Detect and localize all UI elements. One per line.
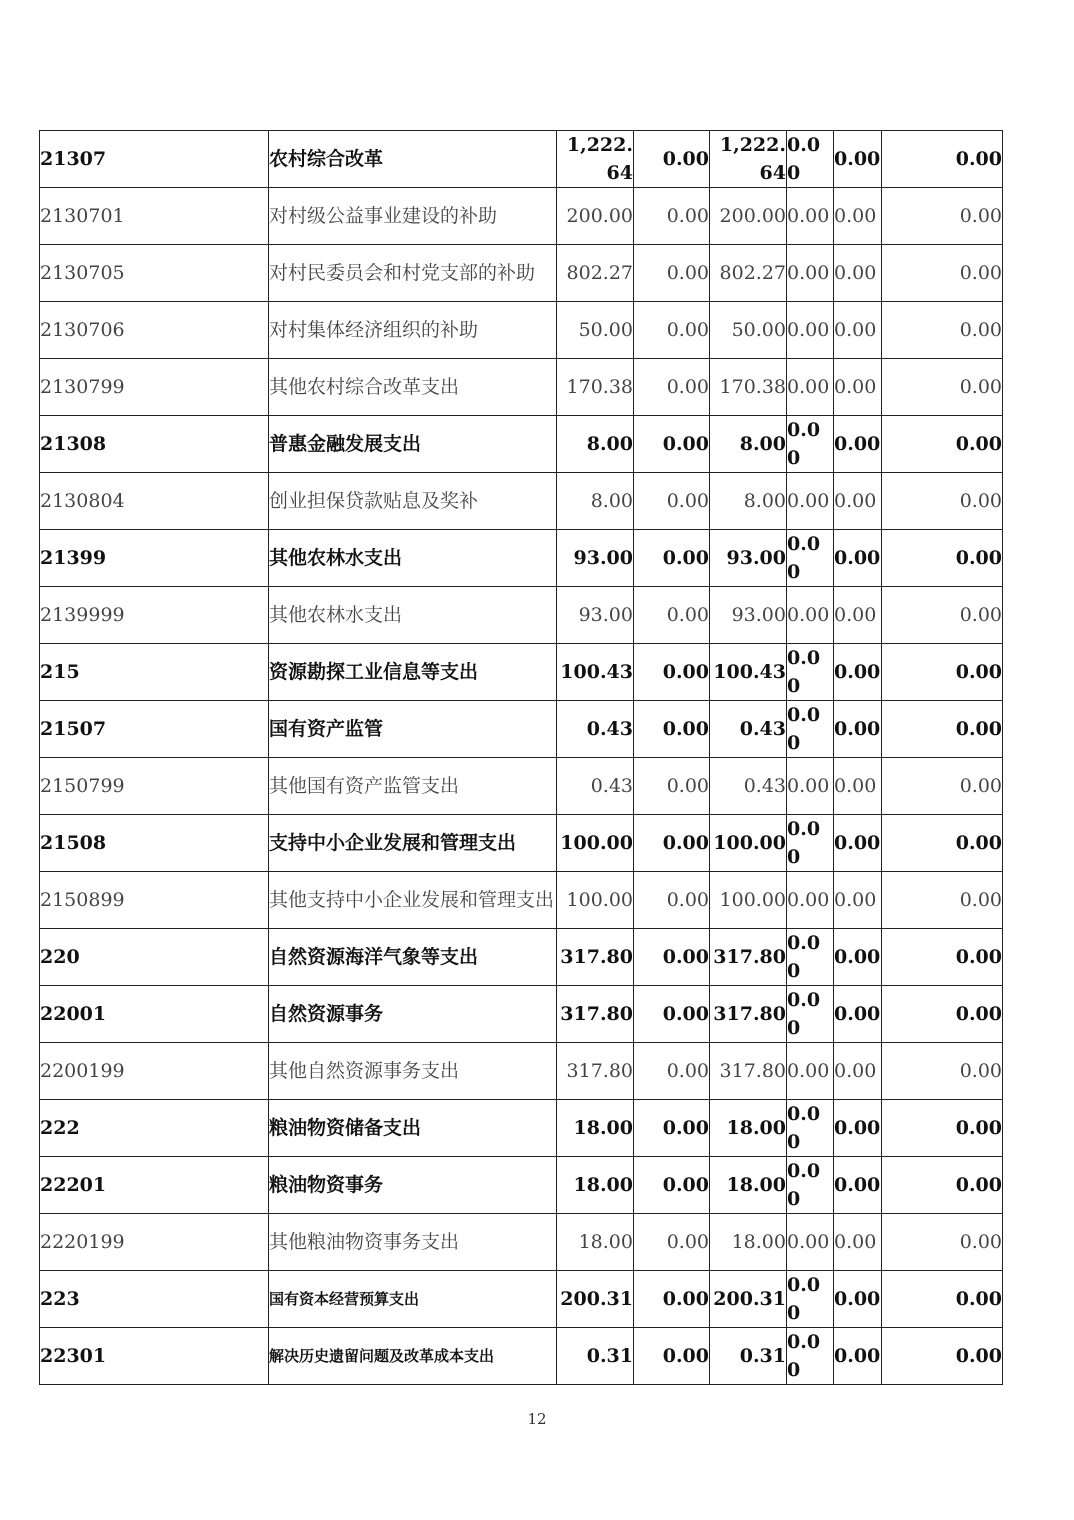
amount-col-5: 0.00	[834, 872, 882, 929]
amount-col-2: 0.00	[634, 1100, 710, 1157]
amount-col-2: 0.00	[634, 929, 710, 986]
amount-col-5: 0.00	[834, 1100, 882, 1157]
amount-col-2: 0.00	[634, 644, 710, 701]
amount-col-6: 0.00	[882, 986, 1003, 1043]
amount-col-4: 0.00	[787, 701, 834, 758]
subject-name: 粮油物资事务	[269, 1157, 557, 1214]
total-amount: 0.43	[557, 701, 634, 758]
amount-col-5: 0.00	[834, 188, 882, 245]
amount-col-2: 0.00	[634, 815, 710, 872]
amount-col-4: 0.00	[787, 644, 834, 701]
amount-col-4: 0.00	[787, 131, 834, 188]
amount-col-3: 93.00	[710, 530, 787, 587]
subject-code: 2130706	[40, 302, 269, 359]
amount-col-6: 0.00	[882, 1100, 1003, 1157]
amount-col-5: 0.00	[834, 359, 882, 416]
amount-col-2: 0.00	[634, 245, 710, 302]
amount-col-6: 0.00	[882, 473, 1003, 530]
table-row	[40, 644, 1003, 701]
amount-col-5: 0.00	[834, 302, 882, 359]
amount-col-2: 0.00	[634, 302, 710, 359]
subject-code: 22001	[40, 986, 269, 1043]
subject-code: 21307	[40, 131, 269, 188]
amount-col-4: 0.00	[787, 473, 834, 530]
subject-code: 2139999	[40, 587, 269, 644]
amount-col-4: 0.00	[787, 929, 834, 986]
amount-col-2: 0.00	[634, 587, 710, 644]
amount-col-6: 0.00	[882, 1328, 1003, 1385]
amount-col-6: 0.00	[882, 1043, 1003, 1100]
amount-col-6: 0.00	[882, 416, 1003, 473]
amount-col-6: 0.00	[882, 302, 1003, 359]
subject-name: 国有资产监管	[269, 701, 557, 758]
amount-col-3: 100.00	[710, 872, 787, 929]
amount-col-6: 0.00	[882, 587, 1003, 644]
table-row	[40, 416, 1003, 473]
amount-col-6: 0.00	[882, 359, 1003, 416]
subject-code: 21308	[40, 416, 269, 473]
amount-col-5: 0.00	[834, 1157, 882, 1214]
amount-col-4: 0.00	[787, 587, 834, 644]
amount-col-3: 200.31	[710, 1271, 787, 1328]
amount-col-3: 200.00	[710, 188, 787, 245]
subject-code: 2200199	[40, 1043, 269, 1100]
subject-name: 解决历史遗留问题及改革成本支出	[269, 1328, 557, 1385]
total-amount: 8.00	[557, 416, 634, 473]
subject-code: 2220199	[40, 1214, 269, 1271]
amount-col-6: 0.00	[882, 872, 1003, 929]
amount-col-6: 0.00	[882, 644, 1003, 701]
table-row	[40, 1328, 1003, 1385]
table-row	[40, 1271, 1003, 1328]
subject-name: 资源勘探工业信息等支出	[269, 644, 557, 701]
subject-name: 国有资本经营预算支出	[269, 1271, 557, 1328]
table-row	[40, 1214, 1003, 1271]
amount-col-5: 0.00	[834, 758, 882, 815]
amount-col-4: 0.00	[787, 1043, 834, 1100]
amount-col-4: 0.00	[787, 872, 834, 929]
table-row	[40, 986, 1003, 1043]
table-row	[40, 1043, 1003, 1100]
amount-col-5: 0.00	[834, 245, 882, 302]
amount-col-4: 0.00	[787, 359, 834, 416]
total-amount: 0.43	[557, 758, 634, 815]
amount-col-2: 0.00	[634, 1157, 710, 1214]
table-row	[40, 758, 1003, 815]
amount-col-2: 0.00	[634, 701, 710, 758]
amount-col-6: 0.00	[882, 815, 1003, 872]
subject-name: 其他自然资源事务支出	[269, 1043, 557, 1100]
subject-code: 2150899	[40, 872, 269, 929]
total-amount: 1,222.64	[557, 131, 634, 188]
subject-code: 223	[40, 1271, 269, 1328]
amount-col-6: 0.00	[882, 758, 1003, 815]
table-row	[40, 245, 1003, 302]
table-row	[40, 701, 1003, 758]
subject-code: 2130705	[40, 245, 269, 302]
table-body	[40, 131, 1003, 1385]
amount-col-3: 317.80	[710, 929, 787, 986]
amount-col-2: 0.00	[634, 530, 710, 587]
amount-col-3: 100.00	[710, 815, 787, 872]
amount-col-5: 0.00	[834, 1214, 882, 1271]
amount-col-6: 0.00	[882, 131, 1003, 188]
amount-col-3: 170.38	[710, 359, 787, 416]
amount-col-5: 0.00	[834, 644, 882, 701]
amount-col-3: 0.43	[710, 701, 787, 758]
amount-col-3: 100.43	[710, 644, 787, 701]
total-amount: 18.00	[557, 1100, 634, 1157]
total-amount: 93.00	[557, 530, 634, 587]
subject-name: 自然资源海洋气象等支出	[269, 929, 557, 986]
total-amount: 100.43	[557, 644, 634, 701]
amount-col-4: 0.00	[787, 416, 834, 473]
total-amount: 317.80	[557, 929, 634, 986]
amount-col-2: 0.00	[634, 359, 710, 416]
total-amount: 100.00	[557, 815, 634, 872]
amount-col-5: 0.00	[834, 1271, 882, 1328]
amount-col-5: 0.00	[834, 1043, 882, 1100]
amount-col-4: 0.00	[787, 815, 834, 872]
subject-name: 其他农林水支出	[269, 530, 557, 587]
table-row	[40, 359, 1003, 416]
table-row	[40, 1100, 1003, 1157]
total-amount: 317.80	[557, 986, 634, 1043]
subject-code: 2130804	[40, 473, 269, 530]
amount-col-4: 0.00	[787, 530, 834, 587]
amount-col-3: 18.00	[710, 1214, 787, 1271]
subject-name: 普惠金融发展支出	[269, 416, 557, 473]
amount-col-3: 50.00	[710, 302, 787, 359]
subject-name: 农村综合改革	[269, 131, 557, 188]
subject-name: 其他国有资产监管支出	[269, 758, 557, 815]
subject-name: 其他粮油物资事务支出	[269, 1214, 557, 1271]
subject-code: 2150799	[40, 758, 269, 815]
subject-code: 220	[40, 929, 269, 986]
table-row	[40, 473, 1003, 530]
subject-name: 对村民委员会和村党支部的补助	[269, 245, 557, 302]
total-amount: 93.00	[557, 587, 634, 644]
amount-col-5: 0.00	[834, 1328, 882, 1385]
amount-col-4: 0.00	[787, 1157, 834, 1214]
table-row	[40, 302, 1003, 359]
amount-col-6: 0.00	[882, 929, 1003, 986]
amount-col-2: 0.00	[634, 1328, 710, 1385]
amount-col-3: 0.43	[710, 758, 787, 815]
amount-col-5: 0.00	[834, 929, 882, 986]
total-amount: 802.27	[557, 245, 634, 302]
amount-col-3: 317.80	[710, 986, 787, 1043]
budget-table	[39, 130, 1003, 1385]
amount-col-6: 0.00	[882, 1157, 1003, 1214]
total-amount: 8.00	[557, 473, 634, 530]
total-amount: 50.00	[557, 302, 634, 359]
amount-col-3: 8.00	[710, 473, 787, 530]
amount-col-6: 0.00	[882, 245, 1003, 302]
amount-col-5: 0.00	[834, 986, 882, 1043]
total-amount: 317.80	[557, 1043, 634, 1100]
subject-code: 21507	[40, 701, 269, 758]
amount-col-3: 18.00	[710, 1157, 787, 1214]
amount-col-4: 0.00	[787, 302, 834, 359]
amount-col-6: 0.00	[882, 188, 1003, 245]
subject-name: 自然资源事务	[269, 986, 557, 1043]
amount-col-2: 0.00	[634, 188, 710, 245]
total-amount: 18.00	[557, 1214, 634, 1271]
subject-name: 对村级公益事业建设的补助	[269, 188, 557, 245]
subject-code: 2130799	[40, 359, 269, 416]
table-row	[40, 872, 1003, 929]
subject-name: 其他支持中小企业发展和管理支出	[269, 872, 557, 929]
amount-col-2: 0.00	[634, 416, 710, 473]
page-number: 12	[527, 1410, 547, 1428]
total-amount: 0.31	[557, 1328, 634, 1385]
subject-code: 21508	[40, 815, 269, 872]
total-amount: 200.00	[557, 188, 634, 245]
amount-col-6: 0.00	[882, 530, 1003, 587]
amount-col-2: 0.00	[634, 1214, 710, 1271]
table-row	[40, 131, 1003, 188]
table-row	[40, 929, 1003, 986]
amount-col-6: 0.00	[882, 1214, 1003, 1271]
amount-col-4: 0.00	[787, 1214, 834, 1271]
amount-col-2: 0.00	[634, 872, 710, 929]
amount-col-3: 93.00	[710, 587, 787, 644]
table-row	[40, 530, 1003, 587]
amount-col-4: 0.00	[787, 1100, 834, 1157]
amount-col-4: 0.00	[787, 245, 834, 302]
total-amount: 18.00	[557, 1157, 634, 1214]
amount-col-3: 802.27	[710, 245, 787, 302]
amount-col-4: 0.00	[787, 986, 834, 1043]
table-row	[40, 815, 1003, 872]
subject-name: 创业担保贷款贴息及奖补	[269, 473, 557, 530]
subject-name: 对村集体经济组织的补助	[269, 302, 557, 359]
total-amount: 200.31	[557, 1271, 634, 1328]
subject-name: 其他农林水支出	[269, 587, 557, 644]
amount-col-5: 0.00	[834, 530, 882, 587]
amount-col-6: 0.00	[882, 1271, 1003, 1328]
subject-name: 其他农村综合改革支出	[269, 359, 557, 416]
amount-col-5: 0.00	[834, 587, 882, 644]
subject-code: 2130701	[40, 188, 269, 245]
amount-col-2: 0.00	[634, 986, 710, 1043]
subject-code: 21399	[40, 530, 269, 587]
amount-col-2: 0.00	[634, 1271, 710, 1328]
amount-col-3: 1,222.64	[710, 131, 787, 188]
amount-col-5: 0.00	[834, 473, 882, 530]
subject-name: 支持中小企业发展和管理支出	[269, 815, 557, 872]
table-row	[40, 1157, 1003, 1214]
total-amount: 100.00	[557, 872, 634, 929]
amount-col-3: 317.80	[710, 1043, 787, 1100]
subject-code: 22201	[40, 1157, 269, 1214]
total-amount: 170.38	[557, 359, 634, 416]
amount-col-2: 0.00	[634, 131, 710, 188]
amount-col-5: 0.00	[834, 416, 882, 473]
amount-col-4: 0.00	[787, 1271, 834, 1328]
subject-name: 粮油物资储备支出	[269, 1100, 557, 1157]
amount-col-4: 0.00	[787, 758, 834, 815]
table-row	[40, 188, 1003, 245]
amount-col-2: 0.00	[634, 473, 710, 530]
amount-col-3: 0.31	[710, 1328, 787, 1385]
amount-col-3: 18.00	[710, 1100, 787, 1157]
subject-code: 215	[40, 644, 269, 701]
amount-col-5: 0.00	[834, 701, 882, 758]
amount-col-2: 0.00	[634, 758, 710, 815]
subject-code: 22301	[40, 1328, 269, 1385]
amount-col-4: 0.00	[787, 188, 834, 245]
amount-col-2: 0.00	[634, 1043, 710, 1100]
amount-col-6: 0.00	[882, 701, 1003, 758]
amount-col-5: 0.00	[834, 131, 882, 188]
amount-col-4: 0.00	[787, 1328, 834, 1385]
table-row	[40, 587, 1003, 644]
subject-code: 222	[40, 1100, 269, 1157]
amount-col-3: 8.00	[710, 416, 787, 473]
amount-col-5: 0.00	[834, 815, 882, 872]
